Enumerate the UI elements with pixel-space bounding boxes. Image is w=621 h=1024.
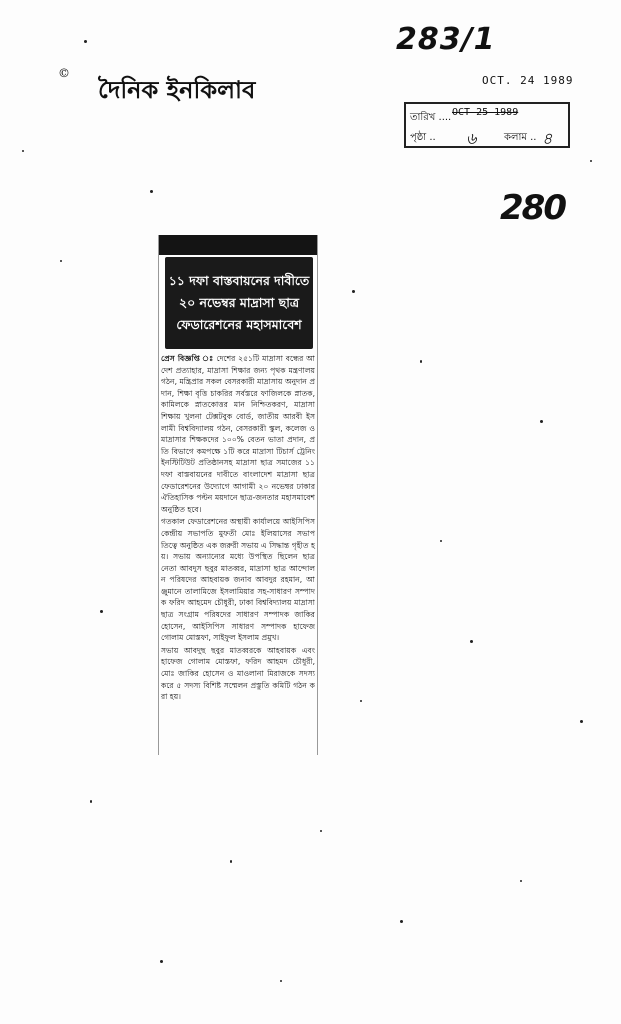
rubber-stamp xyxy=(404,102,570,148)
scan-speck xyxy=(400,920,403,923)
lead-label: প্রেস বিজ্ঞপ্তি ঃ xyxy=(161,354,214,363)
stamp-page-value: ৬ xyxy=(466,129,477,148)
scan-speck xyxy=(590,160,592,162)
article-paragraph: গতকাল ফেডারেশনের অস্থায়ী কার্যালয়ে আইসিপিস কেন্দ্রীয় সভাপতি মুফতী মোঃ ইলিয়াসের সভাপতিত্বে অনুষ্ঠিত এক জরুরী সভায় এ সিদ্ধান্ত গৃহীত হয়। সভায় অন্যান্যের মধ্যে উপস্থিত ছিলেন ছাত্রনেতা আবদুস ছবুর মাতব্বর, মাদ্রাসা ছাত্র আন্দোলন পরিষদের আহবায়ক জনাব আবদুর রহমান, আঞ্জুমানে তালামিজে ইসলামিয়ার সহ-সাধারণ সম্পাদক ফরিদ আহমেদ চৌধুরী, ঢাকা বিশ্ববিদ্যালয় মাদ্রাসা ছাত্র সংগ্রাম পরিষদের সাধারণ সম্পাদক জাকির হোসেন, আইসিপিস সাধারণ সম্পাদক হাফেজ গোলাম মোস্তফা, সাইফুল ইসলাম প্রমুখ। xyxy=(161,517,315,643)
stamp-page-label: পৃষ্ঠা .. xyxy=(410,132,436,143)
newspaper-clipping xyxy=(158,235,318,755)
scan-speck xyxy=(420,360,422,363)
masthead-mark: © xyxy=(58,66,70,80)
scan-speck xyxy=(60,260,62,262)
stamp-date-label: তারিখ .... xyxy=(410,112,452,123)
headline-line: ২০ নভেম্বর মাদ্রাসা ছাত্র xyxy=(178,295,300,310)
article-headline xyxy=(165,257,313,349)
headline-line: ফেডারেশনের মহাসমাবেশ xyxy=(176,317,302,332)
stamp-column-value: ৪ xyxy=(542,129,553,148)
scan-speck xyxy=(84,40,87,43)
scan-speck xyxy=(100,610,103,613)
scan-speck xyxy=(360,700,362,702)
scan-speck xyxy=(90,800,92,803)
clipping-top-bar xyxy=(159,235,317,255)
article-paragraph: সভায় আবদুছ ছবুর মাতব্বরকে আহবায়ক এবং হাফেজ গোলাম মোস্তফা, ফরিদ আহমদ চৌধুরী, মোঃ জাকির হোসেন ও মাওলানা মিরাজকে সদস্য করে ৫ সদস্য বিশিষ্ট সম্মেলন প্রস্তুতি কমিটি গঠন করা হয়। xyxy=(161,645,315,702)
scan-speck xyxy=(22,150,24,152)
scan-speck xyxy=(580,720,583,723)
article-body xyxy=(161,353,315,704)
paragraph-text: দেশের ২৫১টি মাদ্রাসা বন্ধের আদেশ প্রত্যাহার, মাদ্রাসা শিক্ষার জন্য পৃথক মন্ত্রণালয় গঠন, মন্ত্রিপ্রার সকল বেসরকারী মাদ্রাসায় অনুদান প্রদান, শিক্ষা বৃত্তি চাকরির সর্বস্তরে ফাজিলকে স্নাতক, কামিলকে স্নাতকোত্তর মান নিশ্চিতকরণ, মাদ্রাসা শিক্ষায় খুলনা টেক্সটবুক বোর্ড, জাতীয় আরবী ইসলামী বিশ্ববিদ্যালয় গঠন, বেসরকারী স্কুল, কলেজ ও মাদ্রাসার শিক্ষকদের ১০০% বেতন ভাতা প্রদান, প্রতি বিভাগে কমপক্ষে ১টি করে মাদ্রাসা টিচার্স ট্রেনিং ইনস্টিটিউট প্রতিষ্ঠানসহ মাদ্রাসা ছাত্র সমাজের ১১ দফা বাস্তবায়নের দাবীতে বাংলাদেশ মাদ্রাসা ছাত্র ফেডারেশনের উদ্যোগে আগামী ২০ নভেম্বর ঢাকার ঐতিহাসিক পল্টন ময়দানে ছাত্র-জনতার মহাসমাবেশ অনুষ্ঠিত হবে। xyxy=(161,354,315,514)
date-stamp: OCT. 24 1989 xyxy=(482,74,574,87)
scan-speck xyxy=(352,290,355,293)
scan-speck xyxy=(540,420,543,423)
newspaper-masthead: দৈনিক ইনকিলাব xyxy=(98,75,256,104)
headline-line: ১১ দফা বাস্তবায়নের দাবীতে xyxy=(168,273,310,288)
stamp-column-label: কলাম .. xyxy=(504,132,537,143)
scan-speck xyxy=(160,960,163,963)
handwritten-reference: 283/1 xyxy=(396,22,496,57)
handwritten-page-number: 280 xyxy=(500,188,565,228)
scan-speck xyxy=(230,860,232,863)
scan-speck xyxy=(150,190,153,193)
scan-speck xyxy=(280,980,282,982)
article-paragraph xyxy=(161,353,315,515)
stamp-date-value: OCT 25 1989 xyxy=(452,107,519,118)
scan-speck xyxy=(470,640,473,643)
scan-speck xyxy=(320,830,322,832)
scan-speck xyxy=(520,880,522,882)
scan-speck xyxy=(440,540,442,542)
